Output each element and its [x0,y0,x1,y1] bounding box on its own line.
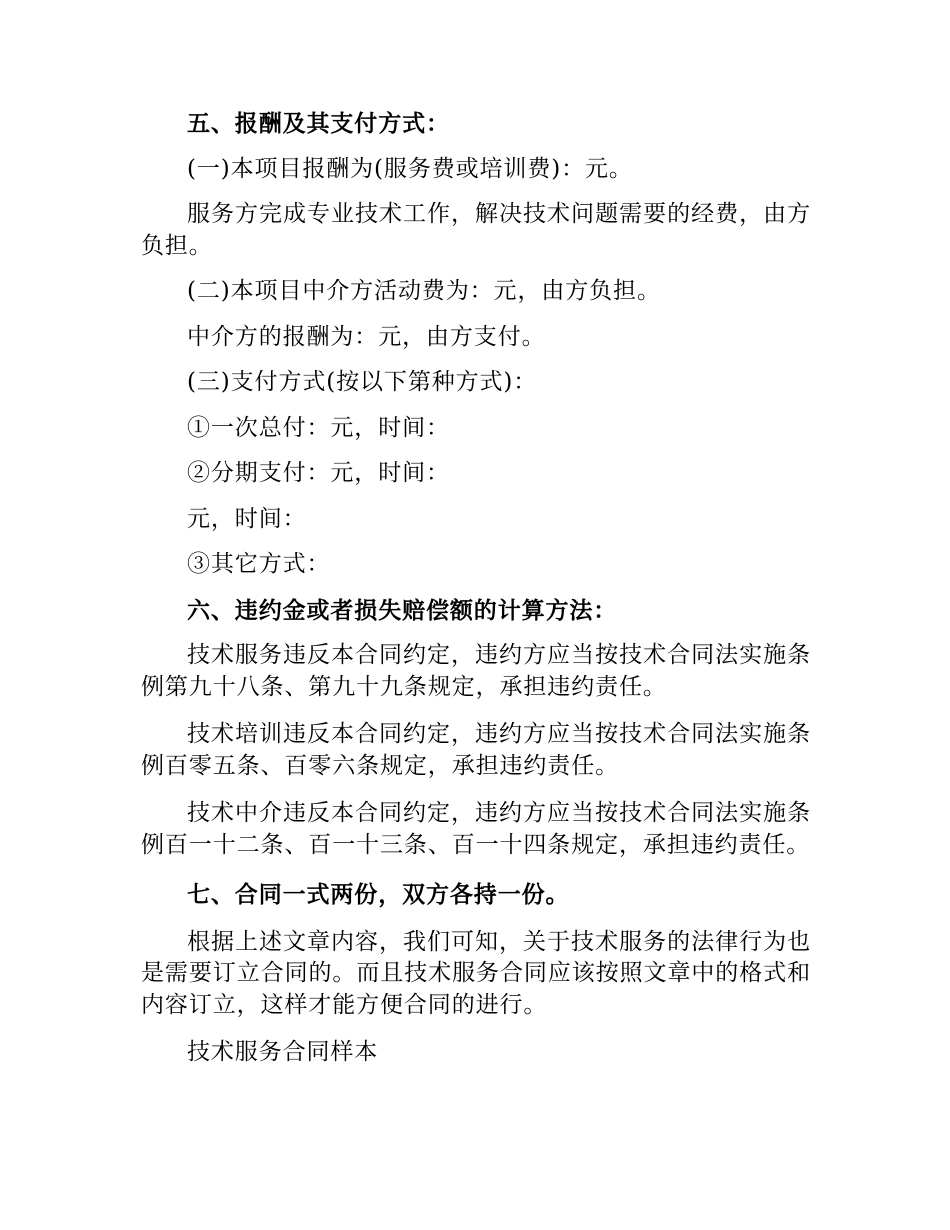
paragraph-fee: (一)本项目报酬为(服务费或培训费)：元。 [187,155,633,182]
paragraph-installment-second: 元，时间： [187,505,307,532]
paragraph-intermediary-fee: (二)本项目中介方活动费为：元，由方负担。 [187,278,661,304]
paragraph-intermediary-reward: 中介方的报酬为：元，由方支付。 [187,323,546,350]
paragraph-installment: ②分期支付：元，时间： [187,460,450,486]
document-body [141,108,811,1069]
paragraph-conclusion: 根据上述文章内容，我们可知，关于技术服务的法律行为也是需要订立合同的。而且技术服务合同应该按照文章中的格式和内容订立，这样才能方便合同的进行。 [141,928,811,1018]
section-heading-payment: 五、报酬及其支付方式： [187,110,450,137]
paragraph-lump-sum: ①一次总付：元，时间： [187,414,450,441]
paragraph-payment-method: (三)支付方式(按以下第种方式)： [187,369,538,395]
paragraph-sample-title: 技术服务合同样本 [187,1039,379,1065]
section-heading-copies: 七、合同一式两份，双方各持一份。 [187,881,570,908]
paragraph-service-breach: 技术服务违反本合同约定，违约方应当按技术合同法实施条例第九十八条、第九十九条规定，承担违约责任。 [141,642,811,700]
paragraph-intermediary-breach: 技术中介违反本合同约定，违约方应当按技术合同法实施条例百一十二条、百一十三条、百一十四条规定，承担违约责任。 [141,800,811,858]
paragraph-other-method: ③其它方式： [187,551,331,577]
paragraph-service-expense: 服务方完成专业技术工作，解决技术问题需要的经费，由方负担。 [141,201,811,259]
paragraph-training-breach: 技术培训违反本合同约定，违约方应当按技术合同法实施条例百零五条、百零六条规定，承担违约责任。 [141,721,811,779]
section-heading-penalty: 六、违约金或者损失赔偿额的计算方法： [187,596,618,624]
